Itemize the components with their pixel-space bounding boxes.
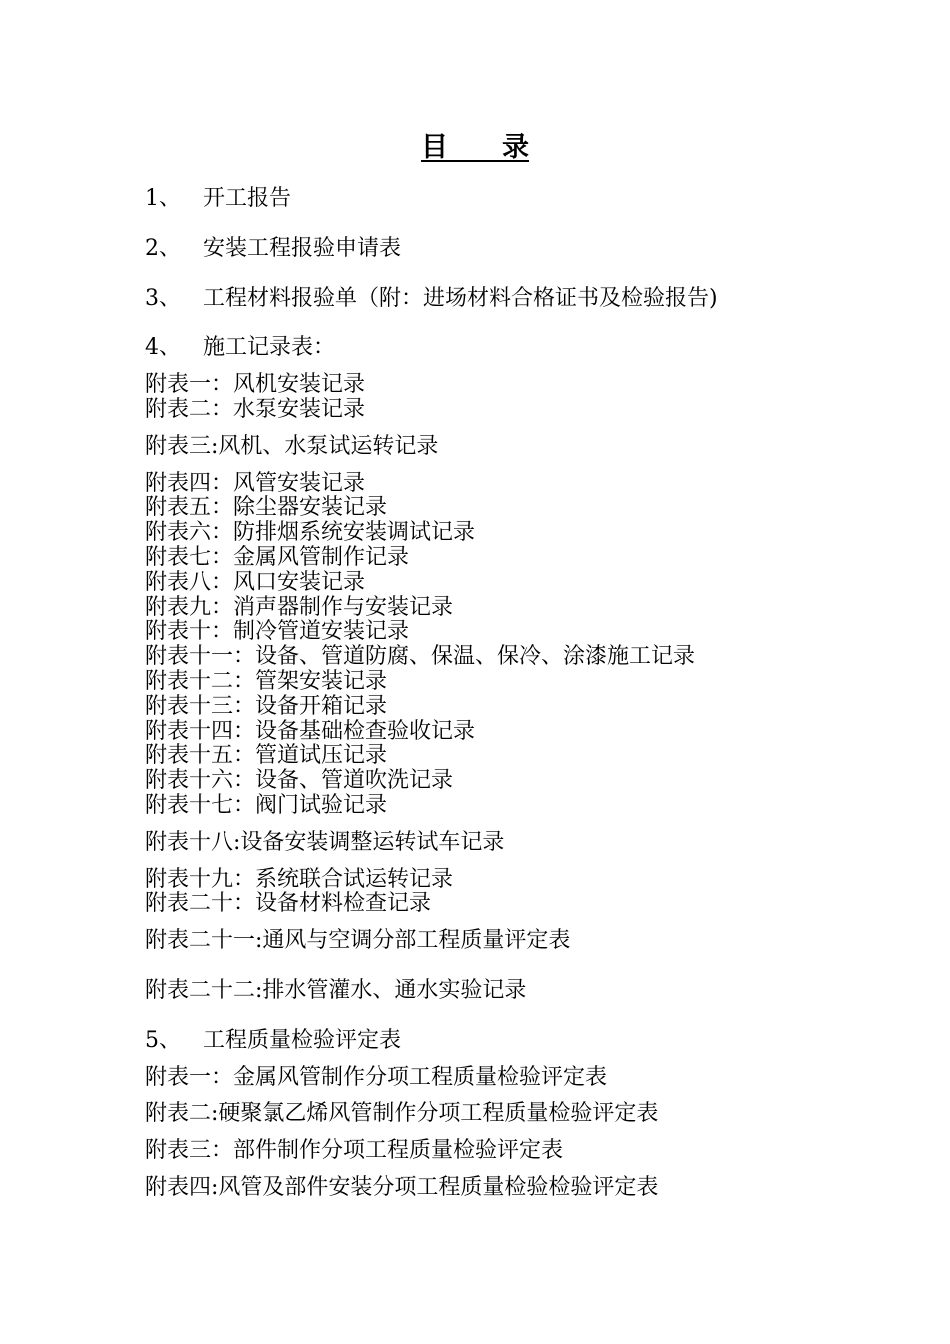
toc-record-item: 附表七：金属风管制作记录 [145,544,410,570]
toc-record-item: 附表十九：系统联合试运转记录 [145,866,454,892]
toc-record-item: 附表二：水泵安装记录 [145,396,366,422]
toc-section-4: 4、 施工记录表： [145,335,336,361]
toc-record-item: 附表十八:设备安装调整运转试车记录 [145,829,505,855]
toc-record-item: 附表十六：设备、管道吹洗记录 [145,768,454,794]
toc-section-3: 3、 工程材料报验单（附：进场材料合格证书及检验报告) [145,285,718,311]
toc-record-item: 附表九：消声器制作与安装记录 [145,594,454,620]
toc-evaluation-item: 附表三：部件制作分项工程质量检验评定表 [145,1138,564,1164]
toc-record-item: 附表十四：设备基础检查验收记录 [145,718,476,744]
toc-record-item: 附表二十二:排水管灌水、通水实验记录 [145,977,527,1003]
toc-record-item: 附表十二：管架安装记录 [145,668,388,694]
toc-section-1: 1、 开工报告 [145,186,292,211]
toc-record-item: 附表十七：阀门试验记录 [145,792,388,818]
toc-record-item: 附表十一：设备、管道防腐、保温、保冷、涂漆施工记录 [145,644,696,670]
toc-record-item: 附表四：风管安装记录 [145,470,366,496]
toc-section-5: 5、 工程质量检验评定表 [145,1027,402,1053]
toc-section-2: 2、 安装工程报验申请表 [145,235,402,261]
toc-record-item: 附表十五：管道试压记录 [145,743,388,769]
toc-content [145,182,925,1201]
toc-record-item: 附表十：制冷管道安装记录 [145,619,410,645]
toc-record-item: 附表二十：设备材料检查记录 [145,891,432,917]
toc-evaluation-item: 附表一：金属风管制作分项工程质量检验评定表 [145,1064,608,1090]
toc-record-item: 附表三:风机、水泵试运转记录 [145,433,439,459]
toc-evaluation-item: 附表四:风管及部件安装分项工程质量检验检验评定表 [145,1174,659,1200]
toc-record-item: 附表二十一:通风与空调分部工程质量评定表 [145,928,571,954]
toc-evaluation-item: 附表二:硬聚氯乙烯风管制作分项工程质量检验评定表 [145,1101,659,1127]
toc-record-item: 附表五：除尘器安装记录 [145,495,388,521]
toc-record-item: 附表十三：设备开箱记录 [145,693,388,719]
page-title: 目 录 [421,132,529,163]
toc-record-item: 附表八：风口安装记录 [145,569,366,595]
toc-record-item: 附表一：风机安装记录 [145,372,366,398]
toc-record-item: 附表六：防排烟系统安装调试记录 [145,520,476,546]
